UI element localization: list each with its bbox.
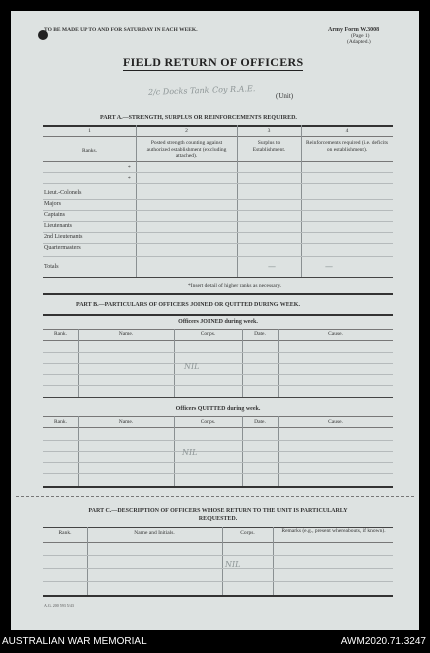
col-header-ranks: Ranks.	[81, 148, 98, 154]
archive-footer	[0, 630, 430, 653]
print-code: A.G. 200 593 5/43	[44, 603, 74, 608]
part-c-nil-handwritten: NIL	[225, 560, 241, 569]
part-c-title-line1: PART C.—DESCRIPTION OF OFFICERS WHOSE RETURN TO THE UNIT IS PARTICULARLY	[88, 508, 348, 514]
col-header-posted-strength: Posted strength counting against authorized establishment (excluding attached).	[146, 140, 227, 159]
part-a-totals-rule	[43, 277, 393, 278]
quitted-header-rule	[43, 427, 393, 428]
table-row	[43, 473, 393, 474]
rank-label: Majors	[44, 201, 61, 207]
quitted-col-name: Name.	[118, 419, 134, 425]
part-a-title: PART A.—STRENGTH, SURPLUS OR REINFORCEMENTS REQUIRED.	[100, 115, 297, 121]
quitted-col-cause: Cause.	[328, 419, 343, 425]
part-b-title: PART B.—PARTICULARS OF OFFICERS JOINED OR QUITTED DURING WEEK.	[76, 302, 300, 308]
table-row	[43, 352, 393, 353]
rank-label: Captains	[44, 212, 65, 218]
table-row	[43, 210, 393, 211]
handwritten-dash: —	[268, 262, 276, 271]
quitted-title-rule	[43, 416, 393, 417]
joined-col-corps: Corps.	[200, 331, 216, 337]
joined-title: Officers JOINED during week.	[178, 319, 258, 325]
table-row	[43, 462, 393, 463]
part-c-col-rank: Rank.	[58, 530, 72, 536]
table-row	[43, 374, 393, 375]
table-row	[43, 199, 393, 200]
table-row	[43, 385, 393, 386]
quitted-title: Officers QUITTED during week.	[175, 406, 261, 412]
quitted-col-rank: Rank.	[54, 419, 67, 425]
part-a-col-divider	[301, 125, 302, 277]
rank-label: 2nd Lieutenants	[44, 234, 83, 240]
form-number: Army Form W.3008	[328, 27, 380, 33]
part-a-footnote: *Insert detail of higher ranks as necessary.	[188, 283, 282, 289]
quitted-col-corps: Corps.	[200, 419, 216, 425]
blank-rank-asterisk: *	[128, 176, 131, 182]
adapted-note: (Adapted.)	[347, 39, 371, 45]
rank-label: Lieutenants	[44, 223, 72, 229]
joined-header-rule	[43, 340, 393, 341]
handwritten-dash: —	[325, 262, 333, 271]
dashed-separator	[16, 496, 414, 497]
quitted-col-date: Date.	[254, 419, 266, 425]
joined-col-rank: Rank.	[54, 331, 67, 337]
table-row	[43, 243, 393, 244]
joined-col-date: Date.	[254, 331, 266, 337]
table-row	[43, 568, 393, 569]
part-a-top-rule	[43, 125, 393, 127]
table-row	[43, 440, 393, 441]
part-c-title-line2: REQUESTED.	[198, 516, 238, 522]
rank-label: Lieut.-Colonels	[44, 190, 82, 196]
part-c-bottom-rule	[43, 595, 393, 597]
part-a-header-rule	[43, 161, 393, 162]
header-instruction: TO BE MADE UP TO AND FOR SATURDAY IN EACH WEEK.	[44, 27, 198, 33]
col-number-4: 4	[345, 128, 349, 134]
part-c-col-divider	[273, 527, 274, 595]
unit-label: (Unit)	[276, 92, 294, 100]
col-number-2: 2	[185, 128, 188, 134]
part-c-col-divider	[87, 527, 88, 595]
footer-accession-number: AWM2020.71.3247	[340, 636, 426, 647]
part-c-col-divider	[222, 527, 223, 595]
table-row	[43, 183, 393, 184]
table-row	[43, 172, 393, 173]
part-a-bottom-rule	[43, 293, 393, 295]
table-row	[43, 555, 393, 556]
table-row	[43, 581, 393, 582]
footer-institution: AUSTRALIAN WAR MEMORIAL	[2, 636, 147, 647]
table-row	[43, 256, 393, 257]
table-row	[43, 363, 393, 364]
page-note: (Page 1)	[351, 33, 370, 39]
part-c-col-remarks: Remarks (e.g., present whereabouts, if known).	[281, 528, 386, 534]
part-a-col-divider	[136, 125, 137, 277]
joined-bottom-rule	[43, 397, 393, 398]
table-row	[43, 232, 393, 233]
col-header-surplus: Surplus to Establishment.	[252, 140, 286, 153]
blank-rank-asterisk: *	[128, 165, 131, 171]
part-a-col-divider	[237, 125, 238, 277]
part-b-top-rule	[43, 314, 393, 316]
joined-col-name: Name.	[118, 331, 134, 337]
col-header-reinforcements: Reinforcements required (i.e. deficits on establishment).	[305, 140, 388, 153]
part-c-header-rule	[43, 542, 393, 543]
part-c-col-corps: Corps.	[240, 530, 255, 536]
part-a-number-rule	[43, 136, 393, 137]
table-row	[43, 221, 393, 222]
unit-handwritten: 2/c Docks Tank Coy R.A.E.	[147, 84, 256, 97]
joined-title-rule	[43, 329, 393, 330]
page-title: FIELD RETURN OF OFFICERS	[123, 55, 304, 69]
joined-col-cause: Cause.	[328, 331, 343, 337]
part-c-col-name: Name and Initials.	[134, 530, 175, 536]
col-number-1: 1	[88, 128, 91, 134]
part-b-bottom-rule	[43, 486, 393, 488]
col-number-3: 3	[267, 128, 271, 134]
table-row	[43, 451, 393, 452]
joined-nil-handwritten: NIL	[184, 362, 200, 371]
totals-label: Totals	[44, 264, 59, 270]
rank-label: Quartermasters	[44, 245, 81, 251]
quitted-nil-handwritten: NIL	[182, 448, 198, 457]
